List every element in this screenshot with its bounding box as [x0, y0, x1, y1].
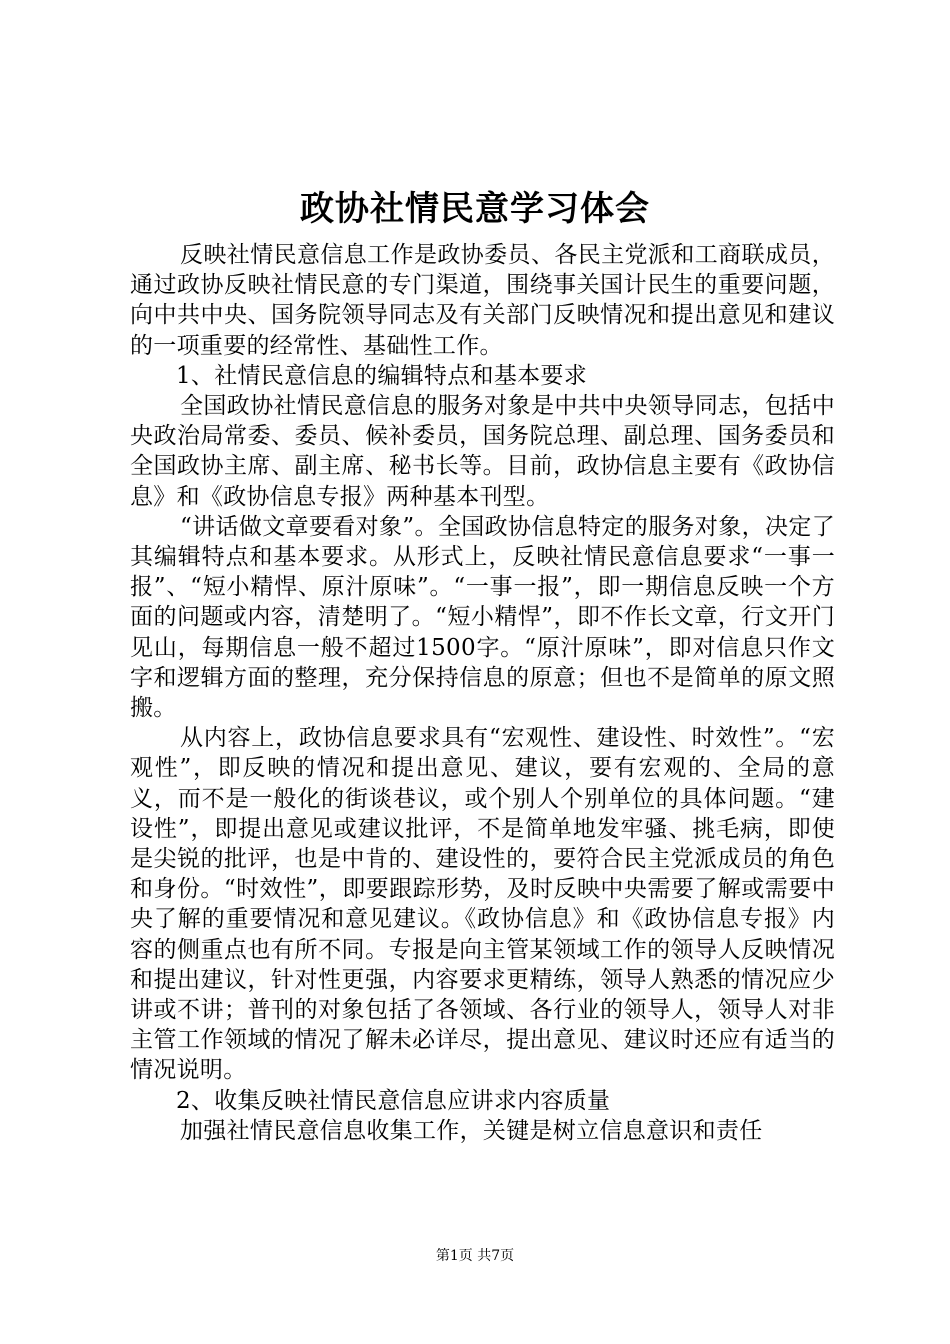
paragraph-content-requirements: 从内容上，政协信息要求具有“宏观性、建设性、时效性”。“宏观性”，即反映的情况和提出意见、建议，要有宏观的、全局的意义，而不是一般化的街谈巷议，或个别人个别单位的具体问题。“建设性”，即提出意见或建议批评，不是简单地发牢骚、挑毛病，即使是尖锐的批评，也是中肯的、建设性的，要符合民主党派成员的角色和身份。“时效性”，即要跟踪形势，及时反映中央需要了解或需要中央了解的重要情况和意见建议。《政协信息》和《政协信息专报》内容的侧重点也有所不同。专报是向主管某领域工作的领导人反映情况和提出建议，针对性更强，内容要求更精练，领导人熟悉的情况应少讲或不讲；普刊的对象包括了各领域、各行业的领导人，领导人对非主管工作领域的情况了解未必详尽，提出意见、建议时还应有适当的情况说明。	[130, 725, 835, 1084]
paragraph-service-target: 全国政协社情民意信息的服务对象是中共中央领导同志，包括中央政治局常委、委员、候补委员，国务院总理、副总理、国务委员和全国政协主席、副主席、秘书长等。目前，政协信息主要有《政协信息》和《政协信息专报》两种基本刊型。	[130, 393, 835, 510]
section-heading-2: 2、收集反映社情民意信息应讲求内容质量	[176, 1087, 611, 1114]
document-title: 政协社情民意学习体会	[300, 189, 650, 229]
paragraph-collection: 加强社情民意信息收集工作，关键是树立信息意识和责任	[180, 1117, 763, 1144]
paragraph-form-requirements: “讲话做文章要看对象”。全国政协信息特定的服务对象，决定了其编辑特点和基本要求。从形式上，反映社情民意信息要求“一事一报”、“短小精悍、原汁原味”。“一事一报”，即一期信息反映一个方面的问题或内容，清楚明了。“短小精悍”，即不作长文章，行文开门见山，每期信息一般不超过1500字。“原汁原味”，即对信息只作文字和逻辑方面的整理，充分保持信息的原意；但也不是简单的原文照搬。	[130, 513, 835, 722]
paragraph-intro: 反映社情民意信息工作是政协委员、各民主党派和工商联成员，通过政协反映社情民意的专门渠道，围绕事关国计民生的重要问题，向中共中央、国务院领导同志及有关部门反映情况和提出意见和建议的一项重要的经常性、基础性工作。	[130, 242, 835, 359]
document-body	[130, 240, 835, 1146]
section-heading-1: 1、社情民意信息的编辑特点和基本要求	[176, 362, 588, 389]
page-footer: 第1页 共7页	[435, 1248, 515, 1264]
